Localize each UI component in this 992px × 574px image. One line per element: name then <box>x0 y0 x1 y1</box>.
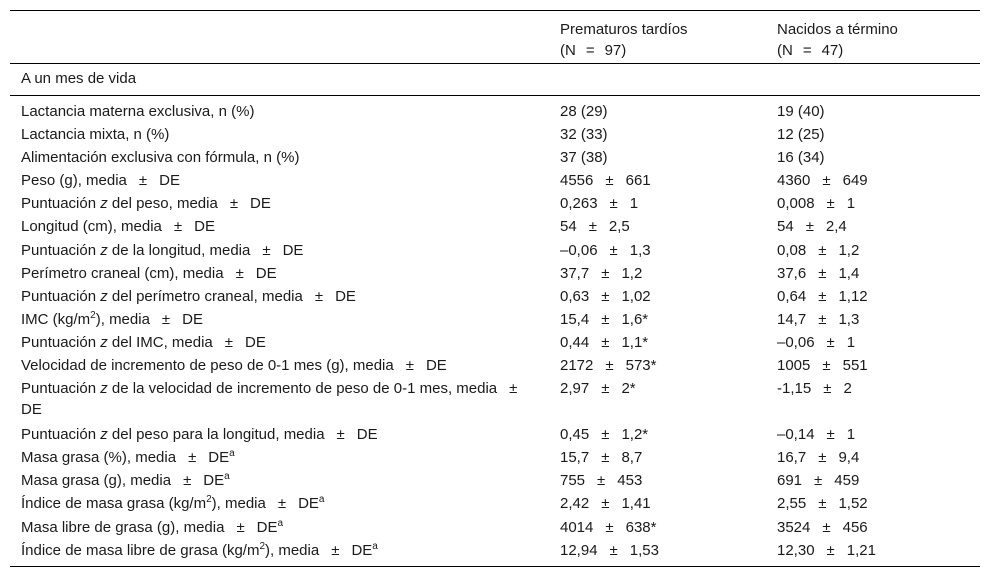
preterm-value: 28 (29) <box>560 103 608 120</box>
table-row <box>10 308 980 331</box>
col2-title: Nacidos a término <box>777 21 898 38</box>
table-row <box>10 492 980 515</box>
term-value: –0,14 ± 1 <box>777 426 856 444</box>
table-row <box>10 169 980 192</box>
term-value: 691 ± 459 <box>777 472 860 490</box>
row-label: Peso (g), media ± DE <box>21 172 180 190</box>
row-label: Puntuación z de la longitud, media ± DE <box>21 241 304 259</box>
term-value: 16,7 ± 9,4 <box>777 449 860 467</box>
row-label: Velocidad de incremento de peso de 0-1 mes (g), media ± DE <box>21 357 447 375</box>
row-label: Índice de masa libre de grasa $(kg/m^2)$, media ± $DE^a$ <box>21 540 378 559</box>
term-value: 0,08 ± 1,2 <box>777 241 860 259</box>
table-row <box>10 100 980 123</box>
bottom-rule <box>10 566 980 567</box>
table-row <box>10 377 980 423</box>
preterm-value: 0,263 ± 1 <box>560 195 639 213</box>
section-row <box>10 64 980 95</box>
table-row <box>10 215 980 238</box>
term-value: 0,64 ± 1,12 <box>777 287 868 305</box>
term-value: 12,30 ± 1,21 <box>777 541 876 559</box>
preterm-value: –0,06 ± 1,3 <box>560 241 651 259</box>
row-label: Puntuación z de la velocidad de incremento de peso de 0-1 mes, media ±DE <box>21 380 518 419</box>
col-header-term <box>777 19 898 61</box>
preterm-value: 4014 ± 638* <box>560 518 657 536</box>
preterm-value: 2172 ± 573* <box>560 357 657 375</box>
row-label: Masa grasa (%), media ± $DE^a$ <box>21 448 235 467</box>
term-value: 54 ± 2,4 <box>777 218 847 236</box>
col1-n: (N = 97) <box>560 42 627 59</box>
table-row <box>10 354 980 377</box>
preterm-value: 32 (33) <box>560 126 608 144</box>
term-value: 1005 ± 551 <box>777 357 868 375</box>
section-title: A un mes de vida <box>21 70 137 87</box>
table-row <box>10 239 980 262</box>
table-header <box>10 11 980 63</box>
preterm-value: 755 ± 453 <box>560 472 643 490</box>
table-row <box>10 539 980 562</box>
term-value: 3524 ± 456 <box>777 518 868 536</box>
table-row <box>10 516 980 539</box>
row-label: Puntuación z del perímetro craneal, media ± DE <box>21 287 356 305</box>
row-label: Masa grasa (g), media ± $DE^a$ <box>21 471 230 490</box>
preterm-value: 54 ± 2,5 <box>560 218 630 236</box>
row-label: Alimentación exclusiva con fórmula, n (%) <box>21 149 300 167</box>
term-value: 37,6 ± 1,4 <box>777 264 860 282</box>
preterm-value: 0,44 ± 1,1* <box>560 333 649 351</box>
table-row <box>10 192 980 215</box>
term-value: 19 (40) <box>777 103 825 120</box>
term-value: –0,06 ± 1 <box>777 333 856 351</box>
row-label: Lactancia materna exclusiva, n (%) <box>21 103 255 120</box>
col2-n: (N = 47) <box>777 42 844 59</box>
term-value: 2,55 ± 1,52 <box>777 495 868 513</box>
preterm-value: 37,7 ± 1,2 <box>560 264 643 282</box>
table-body <box>10 96 980 566</box>
preterm-value: 0,45 ± 1,2* <box>560 426 649 444</box>
term-value: -1,15 ± 2 <box>777 380 852 398</box>
preterm-value: 15,7 ± 8,7 <box>560 449 643 467</box>
table-row <box>10 285 980 308</box>
term-value: 0,008 ± 1 <box>777 195 856 213</box>
table-row <box>10 123 980 146</box>
row-label: IMC $(kg/m^2)$, media ± DE <box>21 309 203 328</box>
preterm-value: 12,94 ± 1,53 <box>560 541 659 559</box>
preterm-value: 37 (38) <box>560 149 608 167</box>
term-value: 12 (25) <box>777 126 825 144</box>
preterm-value: 2,42 ± 1,41 <box>560 495 651 513</box>
table-row <box>10 423 980 446</box>
term-value: 4360 ± 649 <box>777 172 868 190</box>
row-label: Longitud (cm), media ± DE <box>21 218 215 236</box>
preterm-value: 4556 ± 661 <box>560 172 651 190</box>
term-value: 14,7 ± 1,3 <box>777 310 860 328</box>
row-label: Puntuación z del IMC, media ± DE <box>21 333 266 351</box>
row-label: Masa libre de grasa (g), media ± $DE^a$ <box>21 517 284 536</box>
table-row <box>10 446 980 469</box>
table-row <box>10 331 980 354</box>
term-value: 16 (34) <box>777 149 825 167</box>
row-label: Lactancia mixta, n (%) <box>21 126 170 144</box>
row-label: Índice de masa grasa $(kg/m^2)$, media ± $DE^a$ <box>21 494 325 513</box>
row-label: Puntuación z del peso para la longitud, media ± DE <box>21 426 378 444</box>
col1-title: Prematuros tardíos <box>560 21 688 38</box>
table-row <box>10 469 980 492</box>
table-row <box>10 146 980 169</box>
row-label: Perímetro craneal (cm), media ± DE <box>21 264 277 282</box>
preterm-value: 2,97 ± 2* <box>560 380 636 398</box>
data-table <box>10 10 980 567</box>
row-label: Puntuación z del peso, media ± DE <box>21 195 271 213</box>
table-row <box>10 262 980 285</box>
preterm-value: 15,4 ± 1,6* <box>560 310 649 328</box>
col-header-preterm <box>560 19 688 61</box>
preterm-value: 0,63 ± 1,02 <box>560 287 651 305</box>
